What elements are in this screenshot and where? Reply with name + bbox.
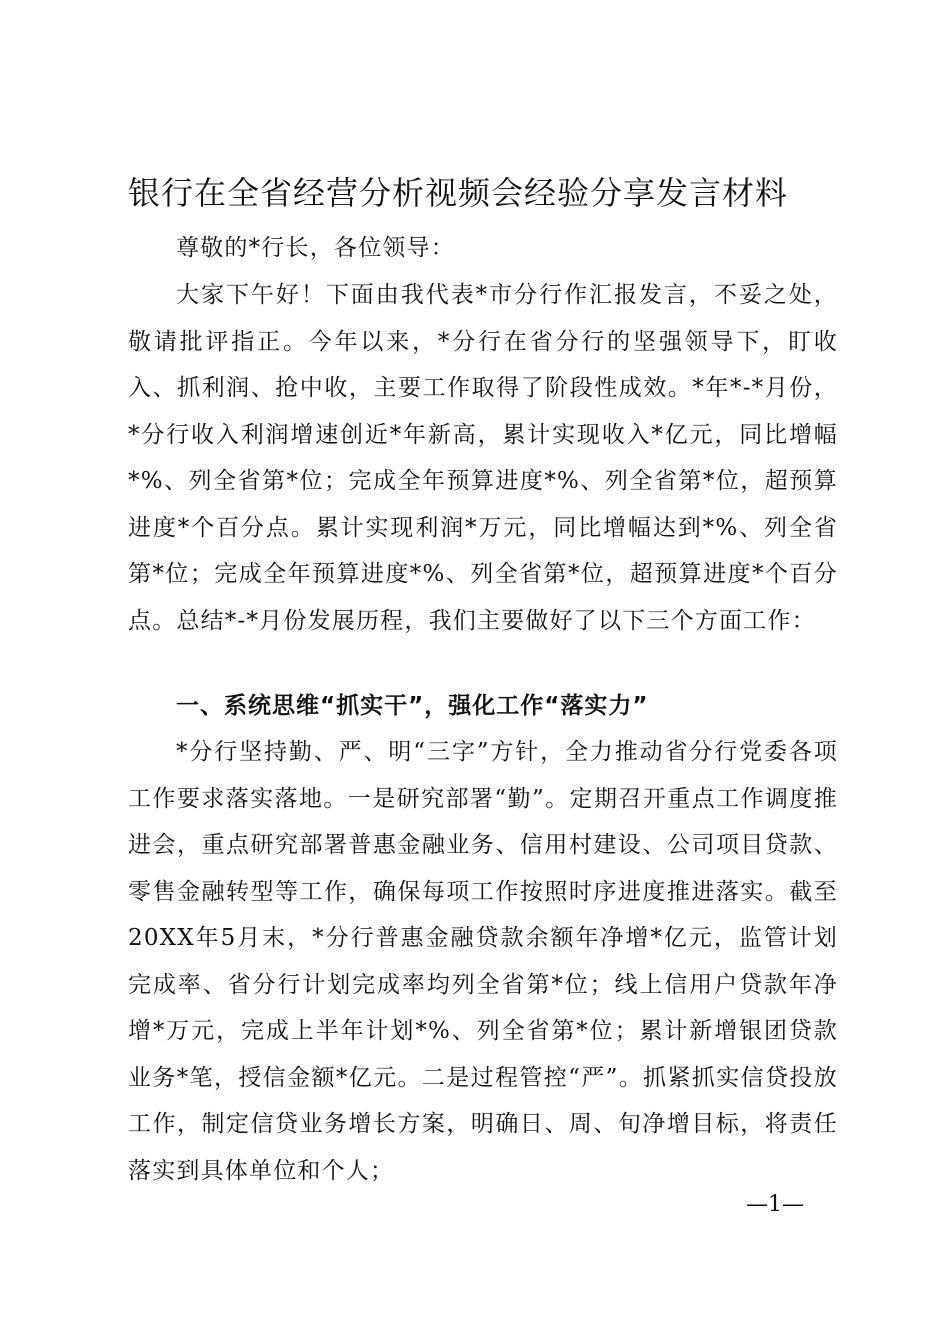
intro-paragraph: 大家下午好！下面由我代表*市分行作汇报发言，不妥之处，敬请批评指正。今年以来，*分行在省分行的坚强领导下，盯收入、抓利润、抢中收，主要工作取得了阶段性成效。*年*-*月份，*分行收入利润增速创近*年新高，累计实现收入*亿元，同比增幅*%、列全省第*位；完成全年预算进度*%、列全省第*位，超预算进度*个百分点。累计实现利润*万元，同比增幅达到*%、列全省第*位；完成全年预算进度*%、列全省第*位，超预算进度*个百分点。总结*-*月份发展历程，我们主要做好了以下三个方面工作： xyxy=(128,282,838,634)
salutation: 尊敬的*行长，各位领导： xyxy=(176,235,455,261)
page-number: —1— xyxy=(746,1192,804,1217)
body-paragraph: *分行坚持勤、严、明“三字”方针，全力推动省分行党委各项工作要求落实落地。一是研究部署“勤”。定期召开重点工作调度推进会，重点研究部署普惠金融业务、信用村建设、公司项目贷款、零售金融转型等工作，确保每项工作按照时序进度推进落实。截至20XX年5月末，*分行普惠金融贷款余额年净增*亿元，监管计划完成率、省分行计划完成率均列全省第*位；线上信用户贷款年净增*万元，完成上半年计划*%、列全省第*位；累计新增银团贷款业务*笔，授信金额*亿元。二是过程管控“严”。抓紧抓实信贷投放工作，制定信贷业务增长方案，明确日、周、旬净增目标，将责任落实到具体单位和个人； xyxy=(128,739,838,1184)
section-heading: 一、系统思维“抓实干”，强化工作“落实力” xyxy=(176,693,649,719)
document-title: 银行在全省经营分析视频会经验分享发言材料 xyxy=(128,174,789,212)
